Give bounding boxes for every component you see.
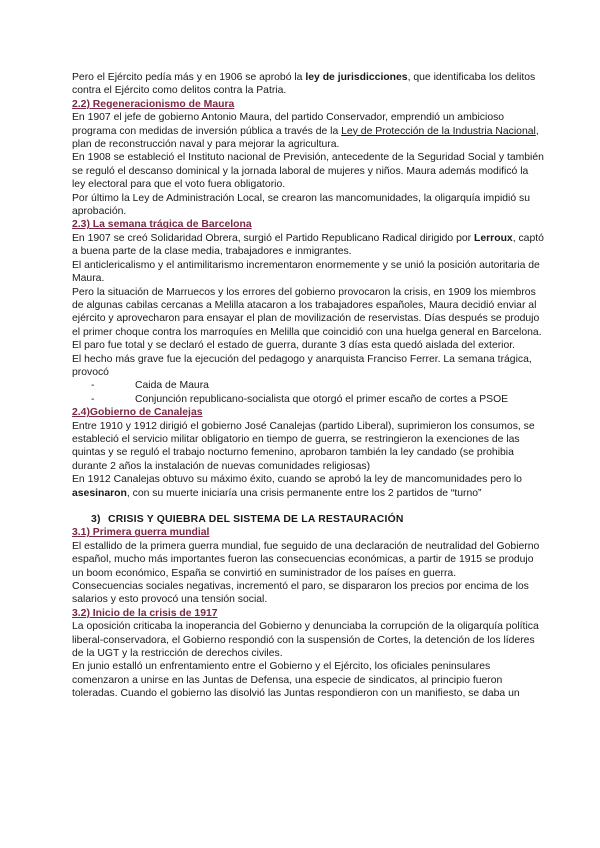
intro-bold-term: ley de jurisdicciones	[305, 72, 408, 83]
consequences-list	[72, 379, 544, 406]
s32-paragraph-2: En junio estalló un enfrentamiento entre el Gobierno y el Ejército, los oficiales peninsulares comenzaron a unirse en las Juntas de Defensa, una especie de sindicatos, al principio fueron toleradas. Cuando el gobierno las disolvió las Juntas respondieron con un manifiesto, se daba un	[72, 661, 520, 700]
intro-paragraph	[72, 71, 544, 98]
dash-bullet: -	[91, 393, 95, 405]
s23-paragraph-4: El hecho más grave fue la ejecución del pedagogo y anarquista Franciso Ferrer. La semana trágica, provocó	[72, 353, 532, 378]
s31-paragraph-2: Consecuencias sociales negativas, incrementó el paro, se dispararon los precios por encima de los salarios y esto provocó una tensión social.	[72, 581, 529, 606]
s23-paragraph-3: Pero la situación de Marruecos y los errores del gobierno provocaron la crisis, en 1909 los miembros de algunas cabilas cercanas a Melilla atacaron a los trabajadores españoles, Maura decidió enviar al ejército y aprovecharon para ensayar el plan de movilización de reservistas. Días después se produjo el primer choque contra los marroquíes en Melilla que coincidió con una huelga general en Barcelona. El paro fue total y se declaró el estado de guerra, durante 3 días esta quedó aislada del exterior.	[72, 286, 542, 352]
list-item-text: Conjunción republicano-socialista que otorgó el primer escaño de cortes a PSOE	[135, 393, 509, 405]
s22-p1-text-end: , plan de reconstrucción naval y para mejorar la agricultura.	[72, 125, 539, 151]
s22-paragraph-1	[72, 111, 544, 151]
s24-p2-text-end: , con su muerte iniciaría una crisis permanente entre los 2 partidos de “turno”	[126, 487, 482, 499]
s23-p1-text: En 1907 se creó Solidaridad Obrera, surgió el Partido Republicano Radical dirigido por	[72, 232, 475, 244]
ley-proteccion-link[interactable]: Ley de Protección de la Industria Nacional	[341, 125, 536, 137]
section-3-number: 3)	[91, 514, 101, 525]
lerroux-bold: Lerroux	[474, 232, 513, 244]
heading-2-3: 2.3) La semana trágica de Barcelona	[72, 219, 252, 231]
s24-paragraph-1: Entre 1910 y 1912 dirigió el gobierno José Canalejas (partido Liberal), suprimieron los consumos, se estableció el servicio militar obligatorio en tiempo de guerra, se restringieron la exenciones de las quintas y se reguló el trabajo nocturno femenino, aprobaron también la ley candado (se prohibia durante 2 años la instalación de nuevas comunidades religiosas)	[72, 420, 535, 472]
s23-p1-text-end: , captó a buena parte de la clase media, trabajadores e inmigrantes.	[72, 232, 544, 258]
s22-paragraph-3: Por último la Ley de Administración Local, se crearon las mancomunidades, la oligarquía impidió su aprobación.	[72, 192, 531, 218]
intro-text: Pero el Ejército pedía más y en 1906 se aprobó la	[72, 72, 306, 83]
s31-paragraph-1: El estallido de la primera guerra mundial, fue seguido de una declaración de neutralidad del Gobierno español, mucho más importantes fueron las consecuencias económicas, a partir de 1915 se produjo un boom económico, España se convirtió en suministrador de los países en guerra.	[72, 540, 540, 579]
list-item-text: Caida de Maura	[135, 380, 209, 392]
s23-paragraph-2: El anticlericalismo y el antimilitarismo incrementaron enormemente y se unió la posición autoritaria de Maura.	[72, 259, 540, 285]
dash-bullet: -	[91, 380, 95, 392]
heading-2-4: 2.4)Gobierno de Canalejas	[72, 407, 203, 419]
section-3-title-text: CRISIS Y QUIEBRA DEL SISTEMA DE LA RESTAURACIÓN	[108, 514, 404, 525]
heading-2-2: 2.2) Regeneracionismo de Maura	[72, 98, 235, 110]
heading-3-2: 3.2) Inicio de la crisis de 1917	[72, 607, 218, 619]
s24-paragraph-2	[72, 473, 544, 500]
list-item	[72, 393, 544, 406]
s23-paragraph-1	[72, 232, 544, 259]
s22-p1-text: En 1907 el jefe de gobierno Antonio Maura, del partido Conservador, emprendió un ambicioso programa con medidas de inversión pública a través de la	[72, 112, 505, 137]
s24-p2-text: En 1912 Canalejas obtuvo su máximo éxito, cuando se aprobó la ley de mancomunidades pero lo	[72, 474, 522, 486]
s22-paragraph-2: En 1908 se estableció el Instituto nacional de Previsión, antecedente de la Seguridad Social y también se reguló el descanso dominical y la jornada laboral de mujeres y niños. Maura además modificó la ley electoral para que el voto fuera obligatorio.	[72, 152, 544, 191]
list-item	[72, 379, 544, 392]
asesinaron-bold: asesinaron	[72, 487, 127, 499]
s32-paragraph-1: La oposición criticaba la inoperancia del Gobierno y denunciaba la corrupción de la oligarquía política liberal-conservadora, el Gobierno respondió con la suspensión de Cortes, la detención de los líderes de la UGT y la restricción de derechos civiles.	[72, 621, 539, 660]
section-3-title	[72, 513, 544, 526]
intro-text-end: , que identificaba los delitos contra el Ejército como delitos contra la Patria.	[72, 72, 536, 97]
heading-3-1: 3.1) Primera guerra mundial	[72, 527, 210, 539]
document-body	[72, 71, 544, 701]
